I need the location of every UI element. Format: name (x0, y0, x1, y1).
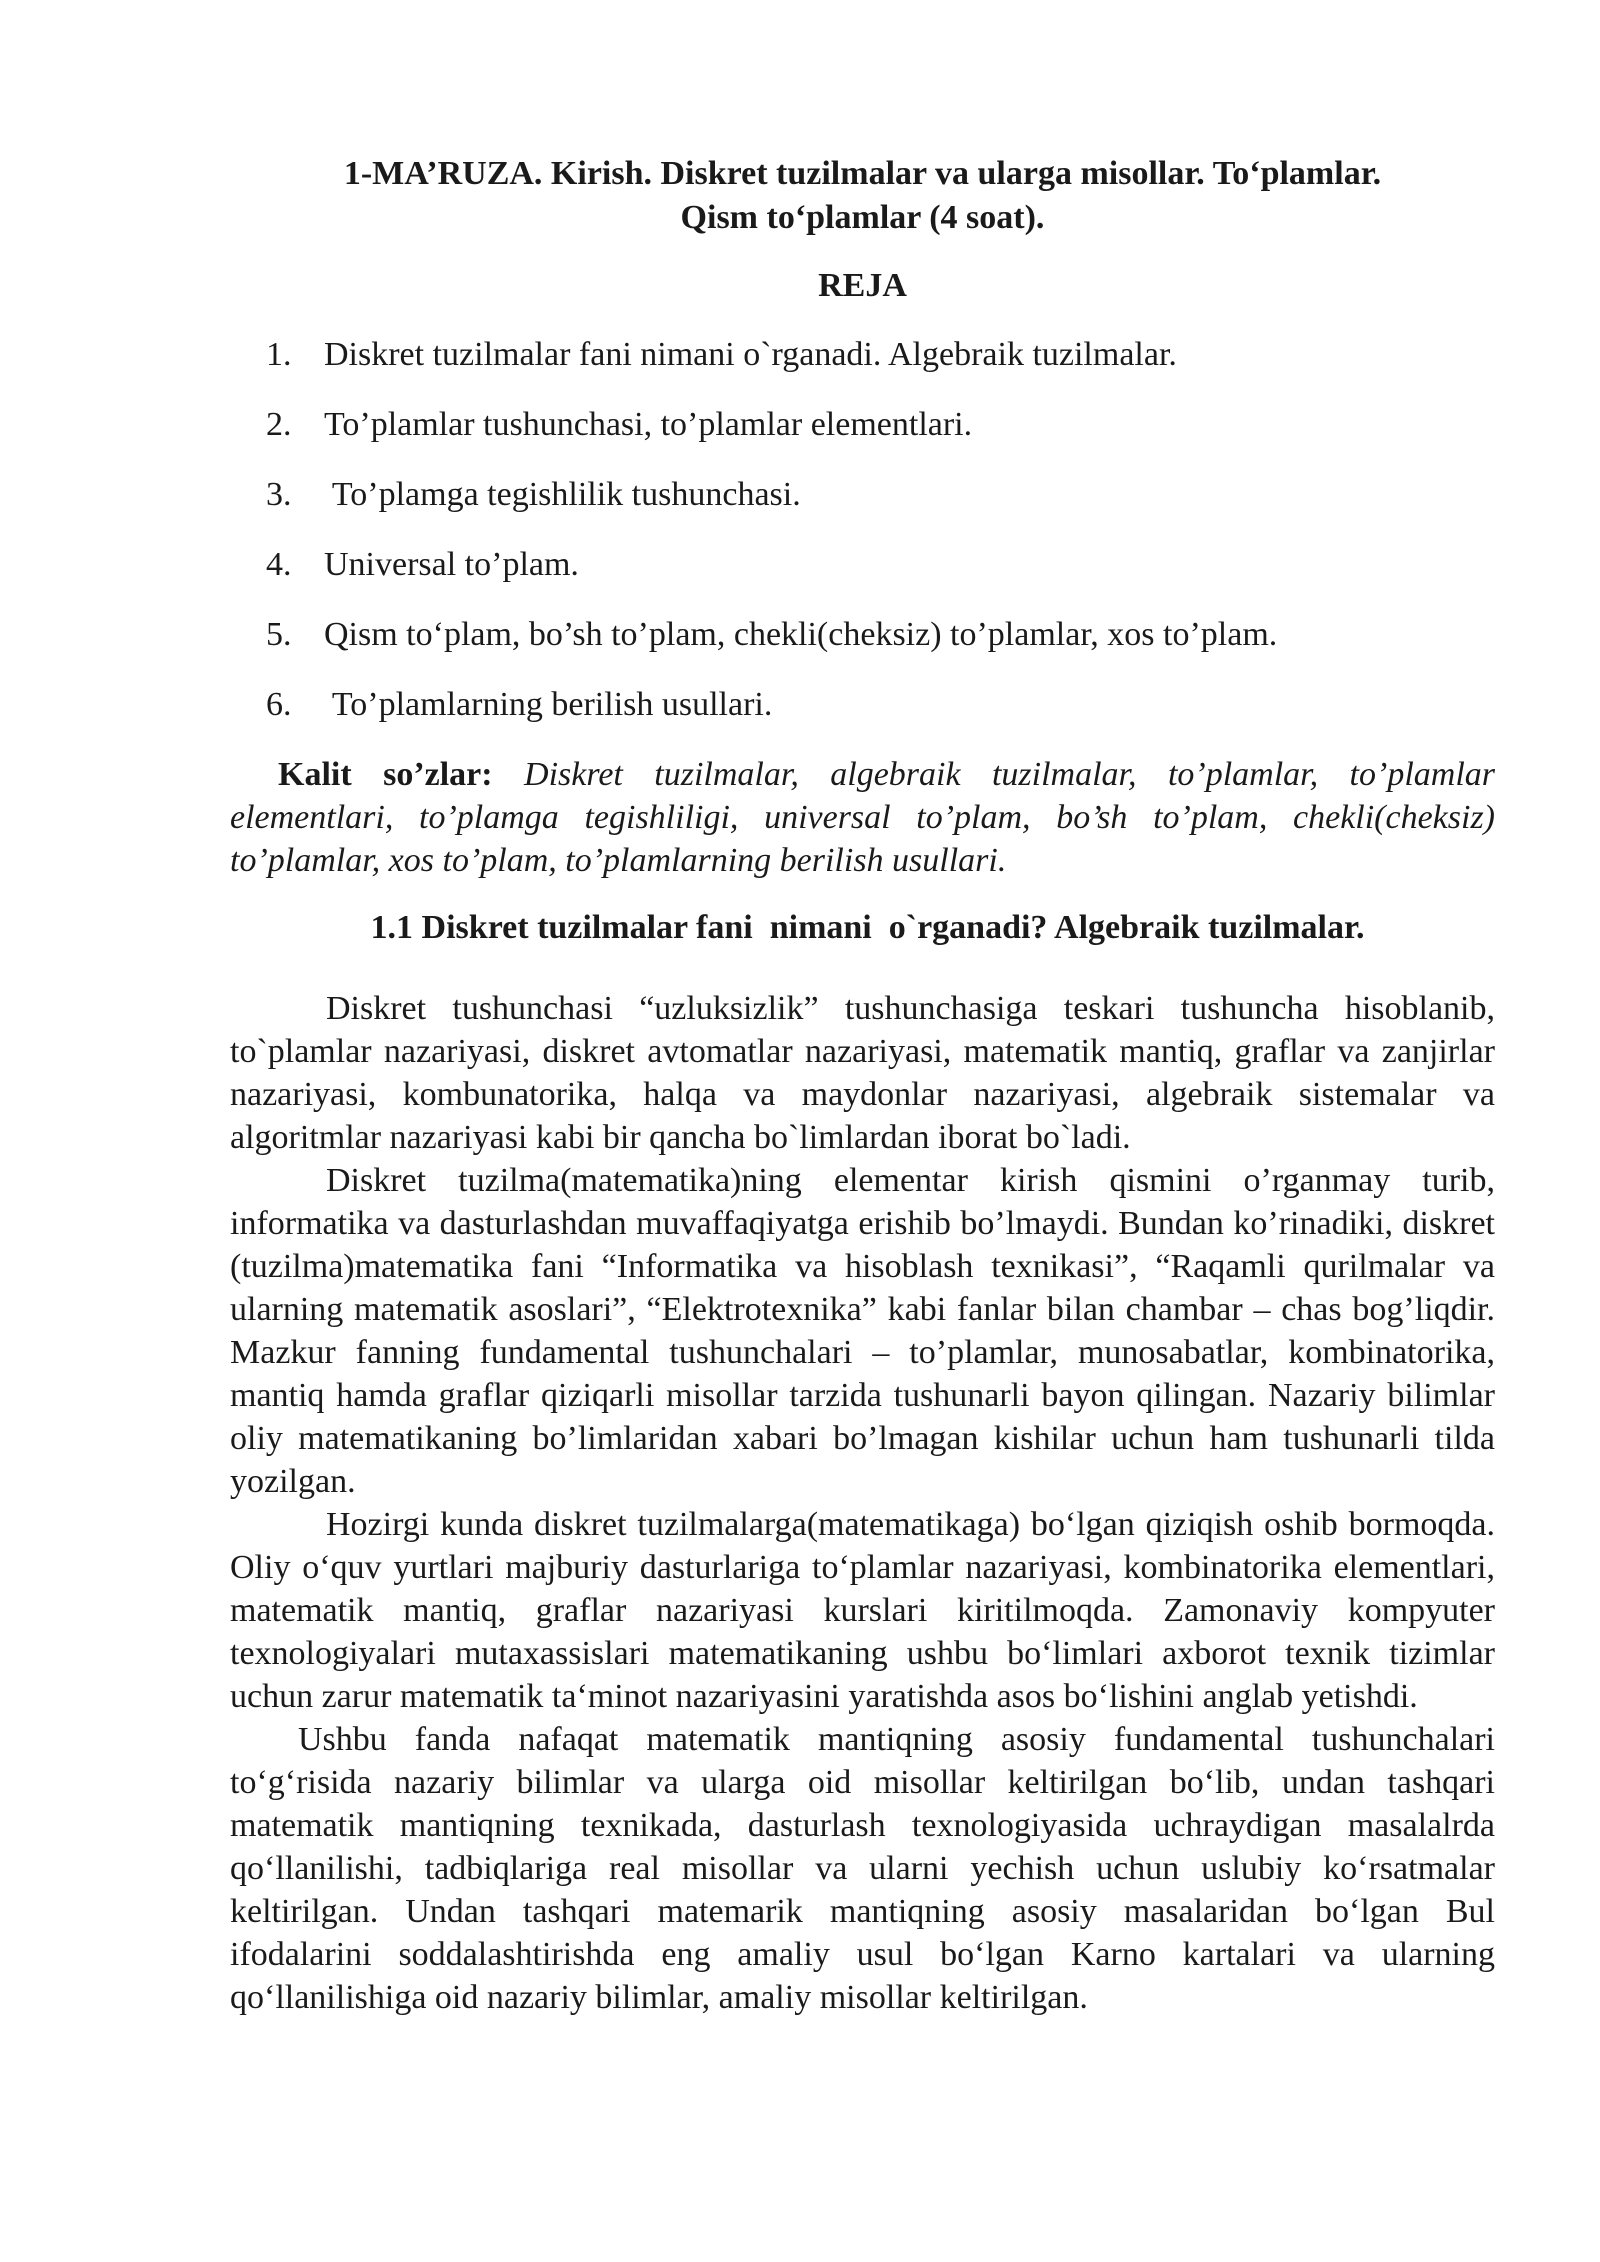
section-title: 1.1 Diskret tuzilmalar fani nimani o`rganadi? Algebraik tuzilmalar. (370, 909, 1365, 946)
plan-item-number: 2. (266, 406, 292, 443)
plan-item-text: Diskret tuzilmalar fani nimani o`rganadi. Algebraik tuzilmalar. (324, 336, 1177, 373)
body-paragraph: Diskret tushunchasi “uzluksizlik” tushunchasiga teskari tushuncha hisoblanib, to`plamlar nazariyasi, diskret avtomatlar nazariyasi, matematik mantiq, graflar va zanjirlar nazariyasi, kombunatorika, halqa va maydonlar nazariyasi, algebraik sistemalar va algoritmlar nazariyasi kabi bir qancha bo`limlardan iborat bo`ladi. (230, 990, 1495, 1156)
body-paragraph: Diskret tuzilma(matematika)ning elementar kirish qismini o’rganmay turib, informatika va dasturlashdan muvaffaqiyatga erishib bo’lmaydi. Bundan ko’rinadiki, diskret (tuzilma)matematika fani “Informatika va hisoblash texnikasi”, “Raqamli qurilmalar va ularning matematik asoslari”, “Elektrotexnika” kabi fanlar bilan chambar – chas bog’liqdir. Mazkur fanning fundamental tushunchalari – to’plamlar, munosabatlar, kombinatorika, mantiq hamda graflar qiziqarli misollar tarzida tushunarli bayon qilingan. Nazariy bilimlar oliy matematikaning bo’limlaridan xabari bo’lmagan kishilar uchun ham tushunarli tilda yozilgan. (230, 1162, 1495, 1500)
plan-item-text: To’plamlarning berilish usullari. (324, 686, 773, 723)
lecture-title (230, 152, 1495, 240)
lecture-title-line2: Qism to‘plamlar (4 soat). (680, 199, 1045, 236)
plan-item-text: Universal to’plam. (324, 546, 579, 583)
plan-item-number: 1. (266, 336, 292, 373)
keywords-paragraph (230, 753, 1495, 882)
plan-item (230, 333, 1495, 376)
document-page (230, 152, 1495, 2019)
plan-heading: REJA (818, 267, 907, 304)
plan-item-text: To’plamga tegishlilik tushunchasi. (324, 476, 801, 513)
plan-item-number: 5. (266, 616, 292, 653)
plan-item-number: 4. (266, 546, 292, 583)
plan-item (230, 683, 1495, 726)
body-paragraph: Hozirgi kunda diskret tuzilmalarga(matematikaga) bo‘lgan qiziqish oshib bormoqda. Oliy o‘quv yurtlari majburiy dasturlariga to‘plamlar nazariyasi, kombinatorika elementlari, matematik mantiq, graflar nazariyasi kurslari kiritilmoqda. Zamonaviy kompyuter texnologiyalari mutaxassislari matematikaning ushbu bo‘limlari axborot texnik tizimlar uchun zarur matematik ta‘minot nazariyasini yaratishda asos bo‘lishini anglab yetishdi. (230, 1506, 1495, 1715)
body-paragraph: Ushbu fanda nafaqat matematik mantiqning asosiy fundamental tushunchalari to‘g‘risida nazariy bilimlar va ularga oid misollar keltirilgan bo‘lib, undan tashqari matematik mantiqning texnikada, dasturlash texnologiyasida uchraydigan masalalrda qo‘llanilishi, tadbiqlariga real misollar va ularni yechish uchun uslubiy ko‘rsatmalar keltirilgan. Undan tashqari matemarik mantiqning asosiy masalaridan bo‘lgan Bul ifodalarini soddalashtirishda eng amaliy usul bo‘lgan Karno kartalari va ularning qo‘llanilishiga oid nazariy bilimlar, amaliy misollar keltirilgan. (230, 1721, 1495, 2016)
plan-item-text: Qism to‘plam, bo’sh to’plam, chekli(cheksiz) to’plamlar, xos to’plam. (324, 616, 1278, 653)
plan-item (230, 543, 1495, 586)
plan-item-number: 6. (266, 686, 292, 723)
plan-item (230, 403, 1495, 446)
plan-item (230, 473, 1495, 516)
lecture-title-line1: 1-MA’RUZA. Kirish. Diskret tuzilmalar va ularga misollar. To‘plamlar. (343, 155, 1382, 192)
keywords-text: Diskret tuzilmalar, algebraik tuzilmalar, to’plamlar, to’plamlar elementlari, to’plamga tegishliligi, universal to’plam, bo’sh to’plam, chekli(cheksiz) to’plamlar, xos to’plam, to’plamlarning berilish usullari. (230, 756, 1495, 879)
plan-item-number: 3. (266, 476, 292, 513)
keywords-label: Kalit so’zlar: (278, 756, 493, 793)
plan-list (230, 333, 1495, 726)
plan-item (230, 613, 1495, 656)
plan-item-text: To’plamlar tushunchasi, to’plamlar elementlari. (324, 406, 973, 443)
